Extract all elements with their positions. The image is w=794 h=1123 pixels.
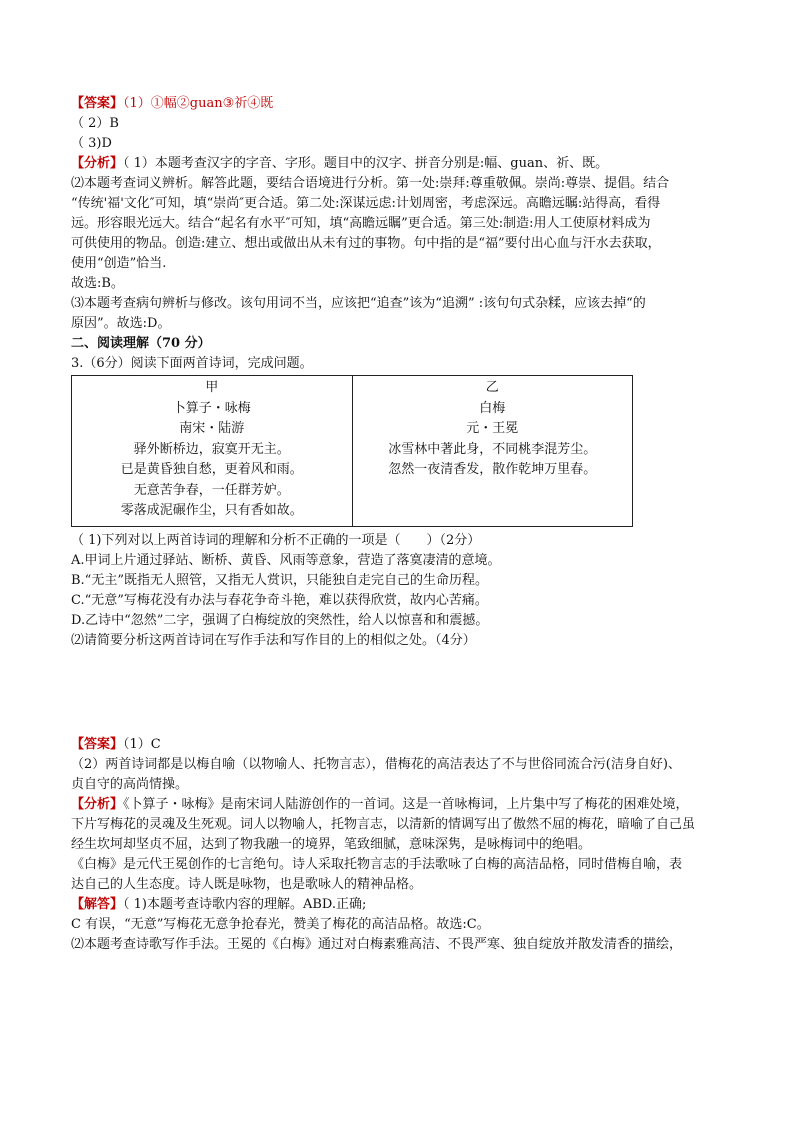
analysis-tag: 【分析】 (71, 156, 124, 171)
solution-line: C 有误，“无意”写梅花无意争抢春光，赞美了梅花的高洁品格。故选:C。 (71, 916, 490, 932)
solution-line (71, 895, 727, 915)
poem-label: 乙 (485, 380, 499, 395)
section-title: 二、阅读理解（70 分） (71, 336, 211, 351)
analysis-line: 达自己的人生态度。诗人既是咏物，也是歌咏人的精神品格。 (71, 876, 423, 892)
poem-author: 元・王冕 (466, 421, 519, 436)
answer-line: （ 2）B (71, 116, 119, 131)
question-line: ⑵请简要分析这两首诗词在写作手法和写作目的上的相似之处。（4分） (71, 632, 476, 648)
analysis-text: （ 1）本题考查汉字的字音、字形。题目中的汉字、拼音分别是:幅、guan、祈、既。 (123, 156, 609, 171)
question-line: （ 1)下列对以上两首诗词的理解和分析不正确的一项是（ ）（2分） (71, 532, 481, 548)
answer-line: （2）两首诗词都是以梅自喻（以物喻人、托物言志），借梅花的高洁表达了不与世俗同流合污(洁身自好)、 (71, 756, 681, 772)
analysis-line: 《白梅》是元代王冕创作的七言绝句。诗人采取托物言志的手法歌咏了白梅的高洁品格，同时借梅自喻，表 (71, 856, 683, 872)
answer-tag: 【答案】 (71, 96, 124, 111)
solution-text: （ 1)本题考查诗歌内容的理解。ABD.正确; (123, 896, 367, 912)
poem-right-cell (352, 376, 633, 527)
option-c: C.“无意”写梅花没有办法与春花争奇斗艳，难以获得欣赏，故内心苦痛。 (71, 592, 488, 608)
answer-text: （1）①幅②guan③祈④既 (123, 96, 274, 111)
analysis-line (71, 154, 727, 174)
solution-line: ⑵本题考查诗歌写作手法。王冕的《白梅》通过对白梅素雅高洁、不畏严寒、独自绽放并散发清香的描绘， (71, 936, 683, 952)
analysis-tag: 【分析】 (71, 796, 124, 812)
poem-author: 南宋・陆游 (179, 421, 245, 436)
option-b: B.“无主”既指无人照管，又指无人赏识，只能独自走完自己的生命历程。 (71, 572, 488, 588)
analysis-line: 使用“创造”恰当. (71, 256, 167, 271)
analysis-text: 《卜算子・咏梅》是南宋词人陆游创作的一首词。这是一首咏梅词，上片集中写了梅花的困难处境， (123, 796, 689, 812)
option-d: D.乙诗中“忽然”二字，强调了白梅绽放的突然性，给人以惊喜和和震撼。 (71, 612, 489, 628)
analysis-line: “传统'福'文化″可知，填“崇尚″更合适。第二处:深谋远虑:计划周密，考虑深远。高瞻远瞩:站得高，看得 (71, 196, 661, 211)
answer-line: 贞自守的高尚情操。 (71, 776, 189, 792)
analysis-line: 远。形容眼光远大。结合“起名有水平″可知，填“高瞻远瞩”更合适。第三处:制造:用人工使原材料成为 (71, 216, 651, 231)
analysis-line: 经生坎坷却坚贞不屈，达到了物我融一的境界，笔致细腻，意味深隽，是咏梅词中的绝唱。 (71, 836, 592, 852)
answer-tag: 【答案】 (71, 736, 124, 752)
document-content (71, 94, 727, 955)
analysis-line: 原因”。故选:D。 (71, 316, 171, 331)
poem-line: 已是黄昏独自愁，更着风和雨。 (120, 462, 303, 477)
analysis-line: 下片写梅花的灵魂及生死观。词人以物喻人，托物言志，以清新的情调写出了傲然不屈的梅花，暗喻了自己虽 (71, 816, 696, 832)
poem-line: 忽然一夜清香发，散作乾坤万里春。 (388, 462, 597, 477)
poem-label: 甲 (205, 380, 219, 395)
poem-table (71, 375, 633, 527)
answer-line (71, 735, 727, 755)
analysis-line: 故选:B。 (71, 276, 124, 291)
poem-line: 冰雪林中著此身，不同桃李混芳尘。 (388, 441, 597, 457)
poem-line: 驿外断桥边，寂寞开无主。 (133, 441, 290, 457)
option-a: A.甲词上片通过驿站、断桥、黄昏、风雨等意象，营造了落寞凄清的意境。 (71, 552, 501, 568)
poem-title: 卜算子・咏梅 (172, 400, 251, 416)
poem-title: 白梅 (479, 400, 506, 416)
poem-line: 无意苦争春，一任群芳妒。 (133, 482, 290, 498)
poem-line: 零落成泥碾作尘，只有香如故。 (120, 503, 303, 518)
answer-text: （1）C (123, 736, 161, 752)
question-stem: 3.（6分）阅读下面两首诗词，完成问题。 (71, 356, 313, 371)
answer-line: （ 3)D (71, 136, 112, 151)
answer-line (71, 94, 727, 114)
analysis-line: ⑶本题考查病句辨析与修改。该句用词不当，应该把“追查”该为“追溯” :该句句式杂糅，应该去掉“的 (71, 296, 646, 311)
poem-left-cell (72, 376, 353, 527)
analysis-line (71, 795, 727, 815)
analysis-line: ⑵本题考查词义辨析。解答此题，要结合语境进行分析。第一处:崇拜:尊重敬佩。崇尚:尊崇、提倡。结合 (71, 176, 670, 191)
analysis-line: 可供使用的物品。创造:建立、想出或做出从未有过的事物。句中指的是“福”要付出心血与汗水去获取， (71, 236, 661, 251)
answer-blank-space (71, 651, 727, 735)
solution-tag: 【解答】 (71, 896, 124, 912)
